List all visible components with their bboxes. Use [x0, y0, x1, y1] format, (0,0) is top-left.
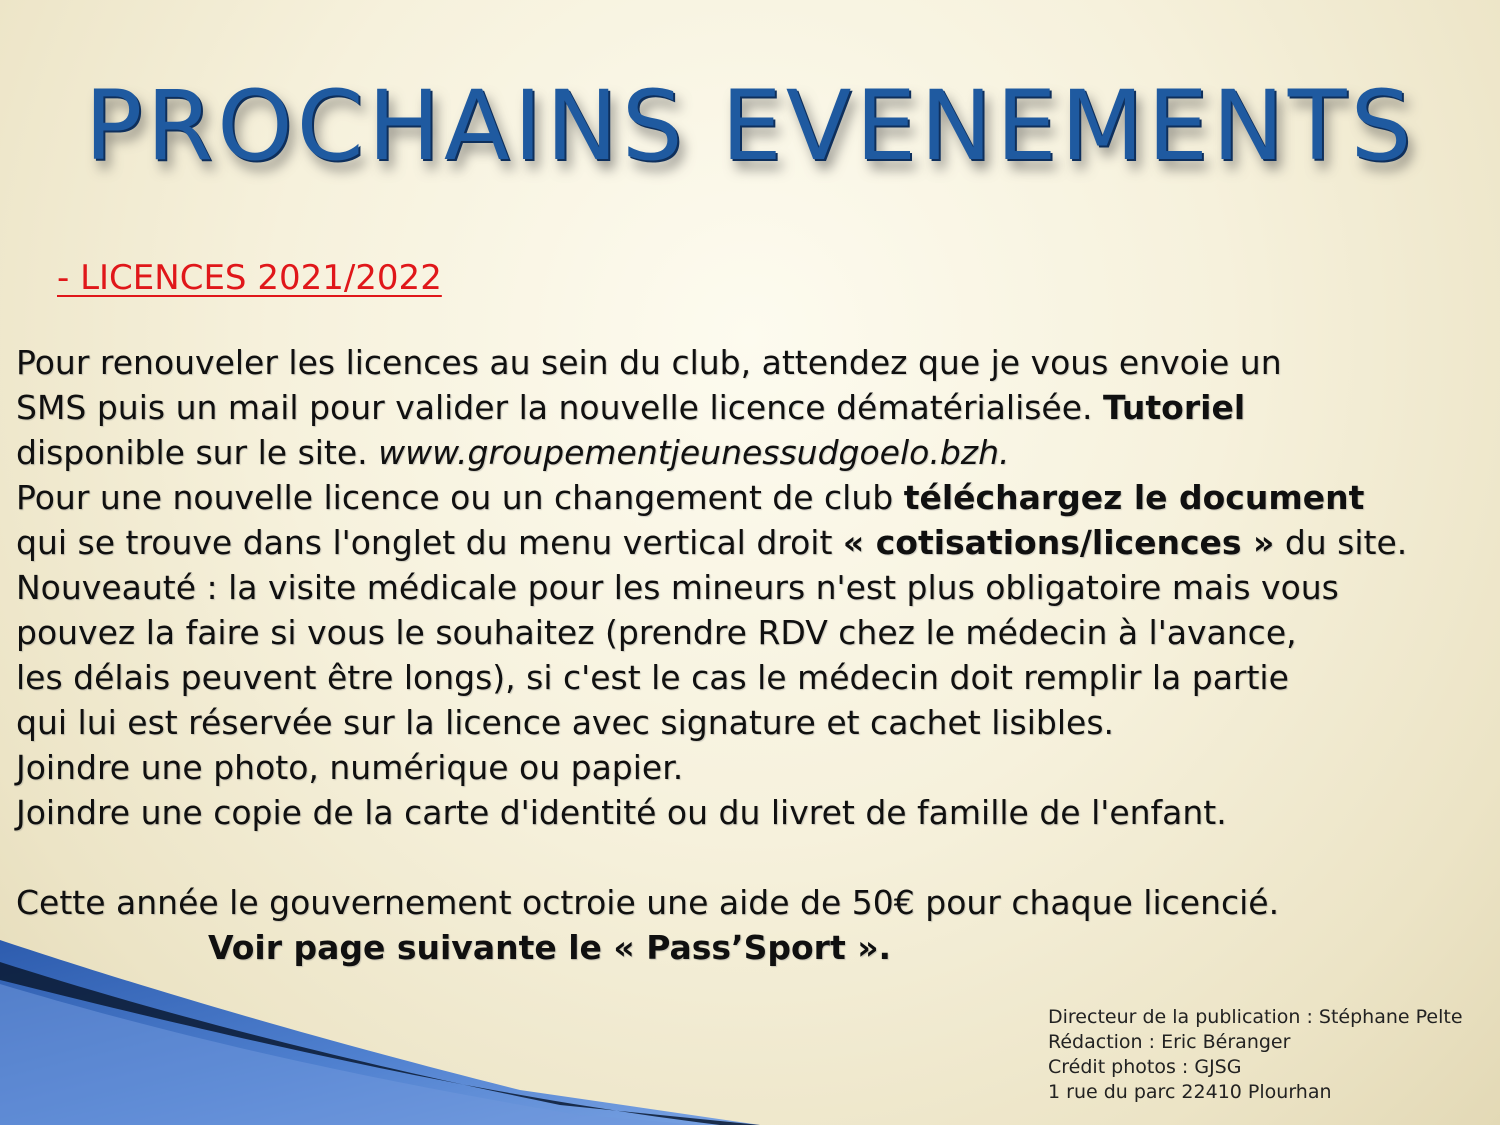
section-heading-licences: - LICENCES 2021/2022 [57, 258, 442, 298]
text-line: Cette année le gouvernement octroie une aide de 50€ pour chaque licencié. [16, 883, 1280, 922]
text-line: Joindre une copie de la carte d'identité ou du livret de famille de l'enfant. [16, 793, 1227, 832]
website-url: www.groupementjeunessudgoelo.bzh. [378, 433, 1010, 472]
publication-credits [1048, 1005, 1463, 1105]
text-line: Nouveauté : la visite médicale pour les mineurs n'est plus obligatoire mais vous [16, 568, 1339, 607]
credit-director: Directeur de la publication : Stéphane Pelte [1048, 1006, 1463, 1028]
text-line: disponible sur le site. www.groupementjeunessudgoelo.bzh. [16, 433, 1010, 472]
download-emphasis: téléchargez le document [903, 478, 1365, 517]
text-line: SMS puis un mail pour valider la nouvelle licence dématérialisée. Tutoriel [16, 388, 1246, 427]
credit-address: 1 rue du parc 22410 Plourhan [1048, 1081, 1332, 1103]
credit-redaction: Rédaction : Eric Béranger [1048, 1031, 1291, 1053]
text-line: qui lui est réservée sur la licence avec signature et cachet lisibles. [16, 703, 1115, 742]
text-line: Pour renouveler les licences au sein du club, attendez que je vous envoie un [16, 343, 1282, 382]
text-line: qui se trouve dans l'onglet du menu vertical droit « cotisations/licences » du site. [16, 523, 1408, 562]
credit-photos: Crédit photos : GJSG [1048, 1056, 1242, 1078]
page-title: PROCHAINS EVENEMENTS [84, 70, 1416, 182]
tutoriel-emphasis: Tutoriel [1103, 388, 1246, 427]
menu-tab-emphasis: « cotisations/licences » [842, 523, 1275, 562]
paragraph-spacer [16, 835, 1496, 880]
text-line: Pour une nouvelle licence ou un changement de club téléchargez le document [16, 478, 1365, 517]
text-line: les délais peuvent être longs), si c'est le cas le médecin doit remplir la partie [16, 658, 1289, 697]
text-line: pouvez la faire si vous le souhaitez (prendre RDV chez le médecin à l'avance, [16, 613, 1297, 652]
text-line: Joindre une photo, numérique ou papier. [16, 748, 684, 787]
main-body-text [16, 340, 1496, 970]
pass-sport-line: Voir page suivante le « Pass’Sport ». [208, 928, 892, 967]
